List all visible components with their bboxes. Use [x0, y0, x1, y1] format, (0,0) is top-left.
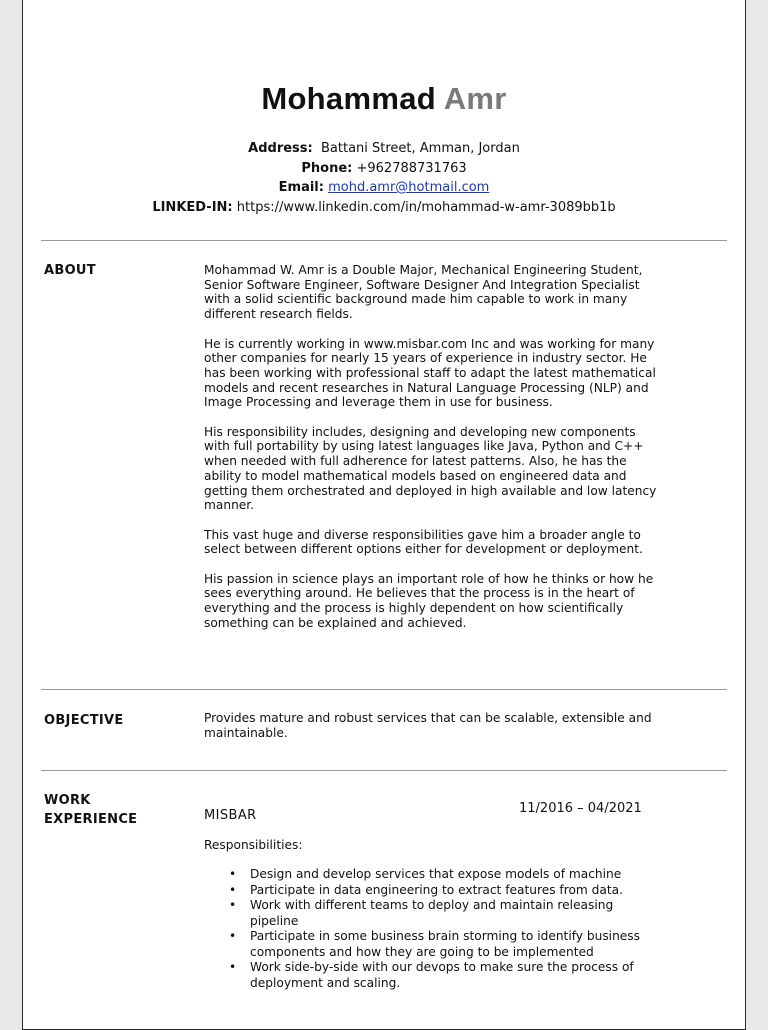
objective-text: Provides mature and robust services that can be scalable, extensible and maintainable.	[204, 711, 652, 740]
list-item: • Participate in data engineering to extract features from data.	[250, 883, 664, 899]
contact-block	[23, 139, 745, 217]
about-body	[204, 263, 664, 645]
about-paragraph: Mohammad W. Amr is a Double Major, Mechanical Engineering Student, Senior Software Engineer, Software Designer And Integration Specialist with a solid scientific background made him capable to work in many different research fields.	[204, 263, 643, 322]
job-responsibilities-label: Responsibilities:	[204, 837, 303, 852]
list-item: • Work side-by-side with our devops to make sure the process of deployment and scaling.	[250, 960, 664, 991]
divider	[41, 770, 727, 771]
work-heading	[44, 791, 137, 829]
phone-line	[23, 159, 745, 179]
phone-value: +962788731763	[356, 160, 467, 176]
divider	[41, 240, 727, 241]
email-link[interactable]: mohd.amr@hotmail.com	[328, 180, 490, 195]
linkedin-label: LINKED-IN:	[152, 199, 233, 215]
last-name: Amr	[443, 81, 507, 116]
divider	[41, 689, 727, 690]
candidate-name	[23, 81, 745, 117]
email-line	[23, 178, 745, 198]
phone-label: Phone:	[301, 160, 353, 176]
resume-page	[22, 0, 746, 1030]
objective-heading: OBJECTIVE	[44, 713, 124, 728]
work-heading-line: EXPERIENCE	[44, 812, 138, 827]
about-paragraph: This vast huge and diverse responsibilities gave him a broader angle to select between different options either for development or deployment.	[204, 527, 643, 557]
email-label: Email:	[278, 180, 324, 195]
responsibilities-list	[204, 867, 664, 991]
list-item: • Work with different teams to deploy and maintain releasing pipeline	[250, 898, 664, 929]
about-paragraph: He is currently working in www.misbar.com Inc and was working for many other companies for nearly 15 years of experience in industry sector. He has been working with professional staff to adapt the latest mathematical models and recent researches in Natural Language Processing (NLP) and Image Processing and leverage them in use for business.	[204, 336, 656, 410]
objective-body	[204, 711, 664, 755]
about-paragraph: His responsibility includes, designing and developing new components with full portability by using latest languages like Java, Python and C++ when needed with full adherence for latest patterns. Also, he has the ability to model mathematical models based on engineered data and getting them orchestrated and deployed in high available and low latency manner.	[204, 424, 657, 513]
about-heading: ABOUT	[44, 263, 96, 278]
first-name: Mohammad	[261, 81, 436, 116]
job-company: MISBAR	[204, 808, 257, 823]
linkedin-value: https://www.linkedin.com/in/mohammad-w-amr-3089bb1b	[236, 199, 616, 215]
job-entry	[204, 808, 664, 991]
list-item: • Design and develop services that expose models of machine	[250, 867, 664, 883]
job-dates: 11/2016 – 04/2021	[519, 801, 642, 816]
address-label: Address:	[248, 141, 313, 156]
linkedin-line	[23, 198, 745, 218]
address-value: Battani Street, Amman, Jordan	[320, 141, 520, 156]
about-paragraph: His passion in science plays an important role of how he thinks or how he sees everything around. He believes that the process is in the heart of everything and the process is highly dependent on how scientifically something can be explained and achieved.	[204, 571, 654, 630]
work-heading-line: WORK	[44, 793, 91, 808]
list-item: • Participate in some business brain storming to identify business components and how they are going to be implemented	[250, 929, 664, 960]
address-line	[23, 139, 745, 159]
